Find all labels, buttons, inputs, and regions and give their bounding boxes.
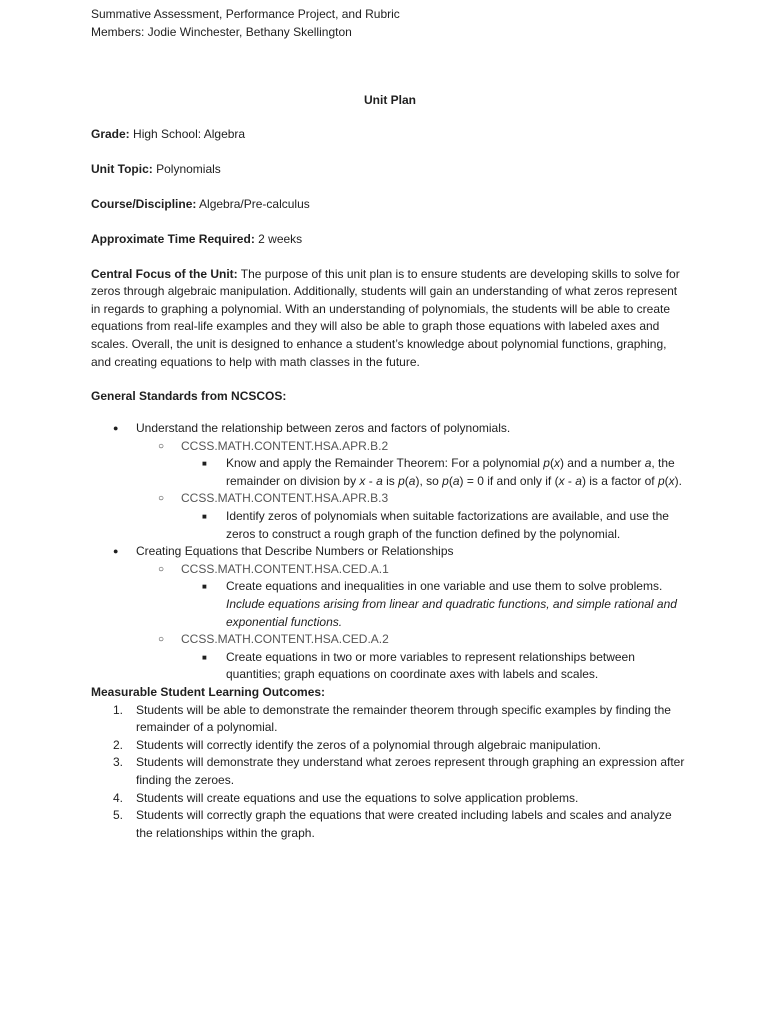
standard-description: ■ Create equations and inequalities in one variable and use them to solve problems. Include equations arising from linear and quadratic functions, and simple rational and exponential functions. [202, 579, 677, 629]
square-bullet-icon: ■ [202, 582, 207, 592]
central-focus-label: Central Focus of the Unit: [91, 266, 238, 281]
standard-text: Creating Equations that Describe Numbers or Relationships [136, 544, 454, 559]
header-assignment-title: Summative Assessment, Performance Project, and Rubric [91, 7, 400, 21]
standard-item [91, 543, 689, 561]
document-header [91, 6, 691, 41]
list-item: 2. Students will correctly identify the zeros of a polynomial through algebraic manipulation. [91, 737, 689, 755]
standard-description: ■ Create equations in two or more variables to represent relationships between quantities; graph equations on coordinate axes with labels and scales. [202, 649, 635, 682]
circle-bullet-icon: ○ [158, 493, 165, 505]
list-item: 5. Students will correctly graph the equations that were created including labels and scales and analyze the relationships within the graph. [113, 808, 672, 840]
list-item: 1. Students will be able to demonstrate the remainder theorem through specific examples by finding the remainder of a polynomial. [113, 702, 671, 735]
outcomes-title: Measurable Student Learning Outcomes: [91, 684, 326, 699]
standard-code: CCSS.MATH.CONTENT.HSA.CED.A.1 [181, 561, 389, 576]
central-focus [91, 266, 689, 372]
course-value: Algebra/Pre-calculus [199, 196, 310, 211]
circle-bullet-icon: ○ [158, 634, 165, 646]
grade-label: Grade: [91, 126, 130, 141]
grade-value: High School: Algebra [133, 126, 246, 141]
standard-code-item [91, 631, 689, 649]
square-bullet-icon: ■ [202, 652, 207, 662]
square-bullet-icon: ■ [202, 459, 207, 469]
standards-title: General Standards from NCSCOS: [91, 389, 287, 404]
square-bullet-icon: ■ [202, 512, 207, 522]
outcomes-list [91, 702, 689, 843]
time-field [91, 231, 689, 249]
course-field [91, 196, 689, 214]
standard-description: ■ Identify zeros of polynomials when suitable factorizations are available, and use the zeros to construct a rough graph of the function defined by the polynomial. [202, 509, 669, 541]
standard-code-item [91, 490, 689, 508]
time-label: Approximate Time Required: [91, 231, 255, 246]
list-item: 3. Students will demonstrate they understand what zeroes represent through graphing an expression after finding the zeroes. [113, 755, 685, 787]
unit-topic-label: Unit Topic: [91, 161, 153, 176]
list-number: 2. [113, 737, 124, 752]
standard-code-item [91, 438, 689, 456]
standard-code: CCSS.MATH.CONTENT.HSA.APR.B.3 [181, 491, 389, 506]
list-number: 3. [113, 755, 124, 770]
list-item: 4. Students will create equations and use the equations to solve application problems. [91, 790, 689, 808]
standard-code-item [91, 561, 689, 579]
circle-bullet-icon: ○ [158, 440, 165, 452]
grade-field [91, 126, 689, 144]
standard-text: Understand the relationship between zeros and factors of polynomials. [136, 421, 511, 436]
course-label: Course/Discipline: [91, 196, 197, 211]
circle-bullet-icon: ○ [158, 563, 165, 575]
central-focus-text: The purpose of this unit plan is to ensure students are developing skills to solve for zeros through algebraic manipulation. Additionally, students will gain an understanding of what zeros represent in regards to graphing a polynomial. With an understanding of polynomials, the students will be able to create equations from real-life examples and they will also be able to graph those equations with labeled axes and scales. Overall, the unit is designed to enhance a student’s knowledge about polynomial functions, graphing, and creating equations to help with math classes in the future. [91, 266, 680, 369]
bullet-icon: ● [113, 423, 119, 434]
header-members: Members: Jodie Winchester, Bethany Skellington [91, 24, 352, 39]
standard-code: CCSS.MATH.CONTENT.HSA.APR.B.2 [181, 438, 389, 453]
bullet-icon: ● [113, 546, 119, 557]
list-number: 5. [113, 808, 124, 823]
unit-topic-value: Polynomials [156, 161, 221, 176]
list-number: 4. [113, 790, 124, 805]
standard-item [91, 420, 689, 438]
list-number: 1. [113, 702, 124, 717]
standard-description: ■ Know and apply the Remainder Theorem: For a polynomial p(x) and a number a, the remainder on division by x - a is p(a), so p(a) = 0 if and only if (x - a) is a factor of p(x). [202, 456, 682, 488]
time-value: 2 weeks [258, 231, 303, 246]
unit-topic-field [91, 161, 689, 179]
standard-code: CCSS.MATH.CONTENT.HSA.CED.A.2 [181, 632, 389, 647]
unit-plan-body [91, 92, 689, 842]
page-title: Unit Plan [363, 93, 416, 107]
